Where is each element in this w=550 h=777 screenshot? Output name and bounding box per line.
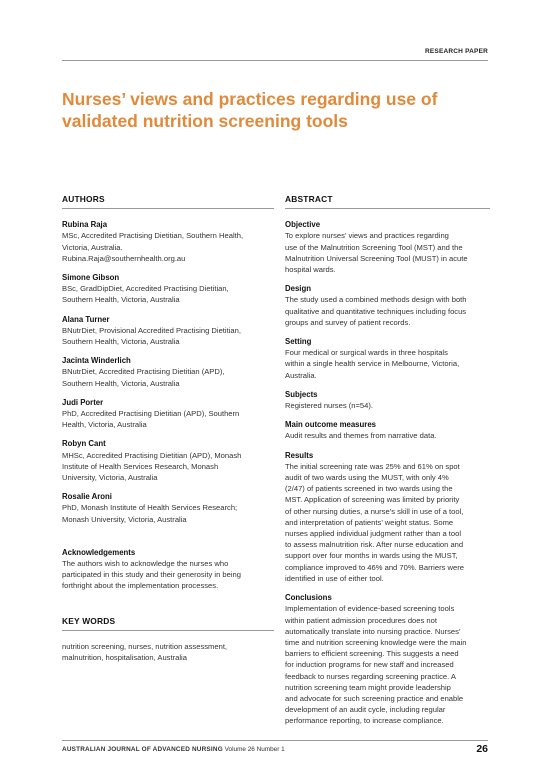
author-affiliation-line: BNutrDiet, Accredited Practising Dietitian (APD), (62, 367, 225, 377)
abstract-line: qualitative and quantitative techniques including focus (285, 306, 467, 316)
abstract-line: compliance improved to 46% and 70%. Barriers were (285, 562, 464, 572)
author-block (62, 438, 274, 483)
abstract-line: Implementation of evidence-based screening tools (285, 604, 455, 614)
left-column (62, 194, 274, 671)
author-affiliation-line: Southern Health, Victoria, Australia (62, 378, 180, 388)
author-affiliation-line: Institute of Health Services Research, Monash (62, 461, 219, 471)
journal-name: AUSTRALIAN JOURNAL OF ADVANCED NURSING (62, 746, 223, 753)
abstract-section-outcomes (285, 419, 490, 441)
abstract-line: performance reporting, to increase compliance. (285, 716, 444, 726)
abstract-line: and advocate for such screening practice and enable (285, 693, 464, 703)
abstract-line: automatically translate into nursing practice. Nurses’ (285, 626, 461, 636)
author-email: Rubina.Raja@southernhealth.org.au (62, 253, 186, 263)
footer-journal (62, 746, 285, 753)
abstract-line: for induction programs for new staff and increased (285, 660, 454, 670)
author-name: Alana Turner (62, 314, 110, 324)
authors-heading: AUTHORS (62, 194, 274, 209)
abstract-line: Audit results and themes from narrative data. (285, 431, 437, 441)
abstract-line: (2/47) of patients screened in two wards using the (285, 484, 453, 494)
abstract-section-setting (285, 336, 490, 381)
journal-volume: Volume 26 Number 1 (222, 746, 285, 753)
author-affiliation-line: Victoria, Australia. (62, 242, 123, 252)
abstract-line: nurses applied individual judgment rather than a tool (285, 529, 462, 539)
author-affiliation-line: BNutrDiet, Provisional Accredited Practising Dietitian, (62, 325, 241, 335)
author-affiliation-line: MSc, Accredited Practising Dietitian, Southern Health, (62, 231, 244, 241)
abstract-section-subjects (285, 389, 490, 411)
title-line-2: validated nutrition screening tools (62, 111, 348, 131)
abstract-line: identified in use of either tool. (285, 573, 384, 583)
abstract-line: The initial screening rate was 25% and 61% on spot (285, 461, 460, 471)
abstract-subheading: Results (285, 450, 314, 460)
abstract-line: development of an audit cycle, including regular (285, 705, 446, 715)
abstract-line: within a single health service in Melbourne, Victoria, (285, 359, 460, 369)
abstract-line: within patient admission procedures does not (285, 615, 437, 625)
abstract-section-conclusions (285, 592, 490, 726)
acknowledgements-heading: Acknowledgements (62, 547, 136, 557)
abstract-line: Australia. (285, 370, 317, 380)
author-affiliation-line: Southern Health, Victoria, Australia (62, 337, 180, 347)
abstract-line: to assess malnutrition risk. After nurse education and (285, 540, 464, 550)
author-name: Judi Porter (62, 397, 104, 407)
section-label: RESEARCH PAPER (425, 48, 488, 55)
abstract-line: To explore nurses’ views and practices regarding (285, 231, 449, 241)
author-name: Rubina Raja (62, 220, 108, 230)
author-name: Robyn Cant (62, 439, 106, 449)
author-affiliation-line: MHSc, Accredited Practising Dietitian (APD), Monash (62, 450, 242, 460)
acknowledgements-line: The authors wish to acknowledge the nurses who (62, 559, 229, 569)
abstract-line: The study used a combined methods design with both (285, 295, 467, 305)
author-name: Jacinta Winderlich (62, 356, 131, 366)
author-name: Simone Gibson (62, 273, 120, 283)
keywords-heading: KEY WORDS (62, 616, 274, 631)
abstract-section-results (285, 450, 490, 584)
abstract-line: feedback to nurses regarding screening practice. A (285, 671, 456, 681)
acknowledgements-line: forthright about the implementation processes. (62, 581, 219, 591)
acknowledgements-block (62, 547, 274, 592)
abstract-section-design (285, 283, 490, 328)
title-line-1: Nurses’ views and practices regarding use of (62, 89, 438, 109)
abstract-line: of other nursing duties, a nurse’s skill in use of a tool, (285, 506, 464, 516)
abstract-line: Four medical or surgical wards in three hospitals (285, 348, 448, 358)
abstract-subheading: Subjects (285, 389, 318, 399)
abstract-subheading: Objective (285, 220, 321, 230)
keywords-line: nutrition screening, nurses, nutrition assessment, (62, 641, 228, 651)
author-affiliation-line: Monash University, Victoria, Australia (62, 514, 187, 524)
abstract-line: hospital wards. (285, 265, 336, 275)
abstract-line: Registered nurses (n=54). (285, 401, 374, 411)
abstract-subheading: Conclusions (285, 593, 332, 603)
abstract-line: Malnutrition Universal Screening Tool (MUST) in acute (285, 253, 468, 263)
abstract-line: barriers to efficient screening. This suggests a need (285, 649, 459, 659)
abstract-section-objective (285, 219, 490, 275)
abstract-subheading: Main outcome measures (285, 420, 376, 430)
abstract-line: nutrition screening team might provide leadership (285, 682, 451, 692)
author-affiliation-line: PhD, Accredited Practising Dietitian (APD), Southern (62, 409, 240, 419)
abstract-line: and interpretation of patients’ weight status. Some (285, 517, 454, 527)
abstract-line: audit of two wards using the MUST, with only 4% (285, 473, 449, 483)
right-column (285, 194, 490, 735)
acknowledgements-line: participated in this study and their generosity in being (62, 570, 241, 580)
abstract-line: MST. Application of screening was limited by priority (285, 495, 460, 505)
keywords-line: malnutrition, hospitalisation, Australia (62, 653, 187, 663)
author-affiliation-line: University, Victoria, Australia (62, 473, 158, 483)
author-block (62, 219, 274, 264)
footer-divider (62, 740, 488, 741)
author-block (62, 314, 274, 348)
author-name: Rosalie Aroni (62, 492, 112, 502)
author-affiliation-line: BSc, GradDipDiet, Accredited Practising Dietitian, (62, 284, 229, 294)
author-block (62, 272, 274, 306)
abstract-line: use of the Malnutrition Screening Tool (MST) and the (285, 242, 463, 252)
abstract-subheading: Setting (285, 337, 312, 347)
abstract-line: time and nutrition screening knowledge were the main (285, 637, 467, 647)
author-block (62, 397, 274, 431)
author-block (62, 491, 274, 525)
author-affiliation-line: Southern Health, Victoria, Australia (62, 295, 180, 305)
abstract-line: support over four months in wards using the MUST, (285, 551, 458, 561)
article-title (62, 88, 482, 132)
author-affiliation-line: PhD, Monash Institute of Health Services Research; (62, 503, 238, 513)
author-affiliation-line: Health, Victoria, Australia (62, 420, 147, 430)
keywords-block (62, 641, 274, 663)
abstract-heading: ABSTRACT (285, 194, 490, 209)
header-divider (62, 60, 488, 61)
abstract-line: groups and survey of patient records. (285, 317, 411, 327)
page-number: 26 (476, 743, 488, 755)
author-block (62, 355, 274, 389)
abstract-subheading: Design (285, 284, 311, 294)
